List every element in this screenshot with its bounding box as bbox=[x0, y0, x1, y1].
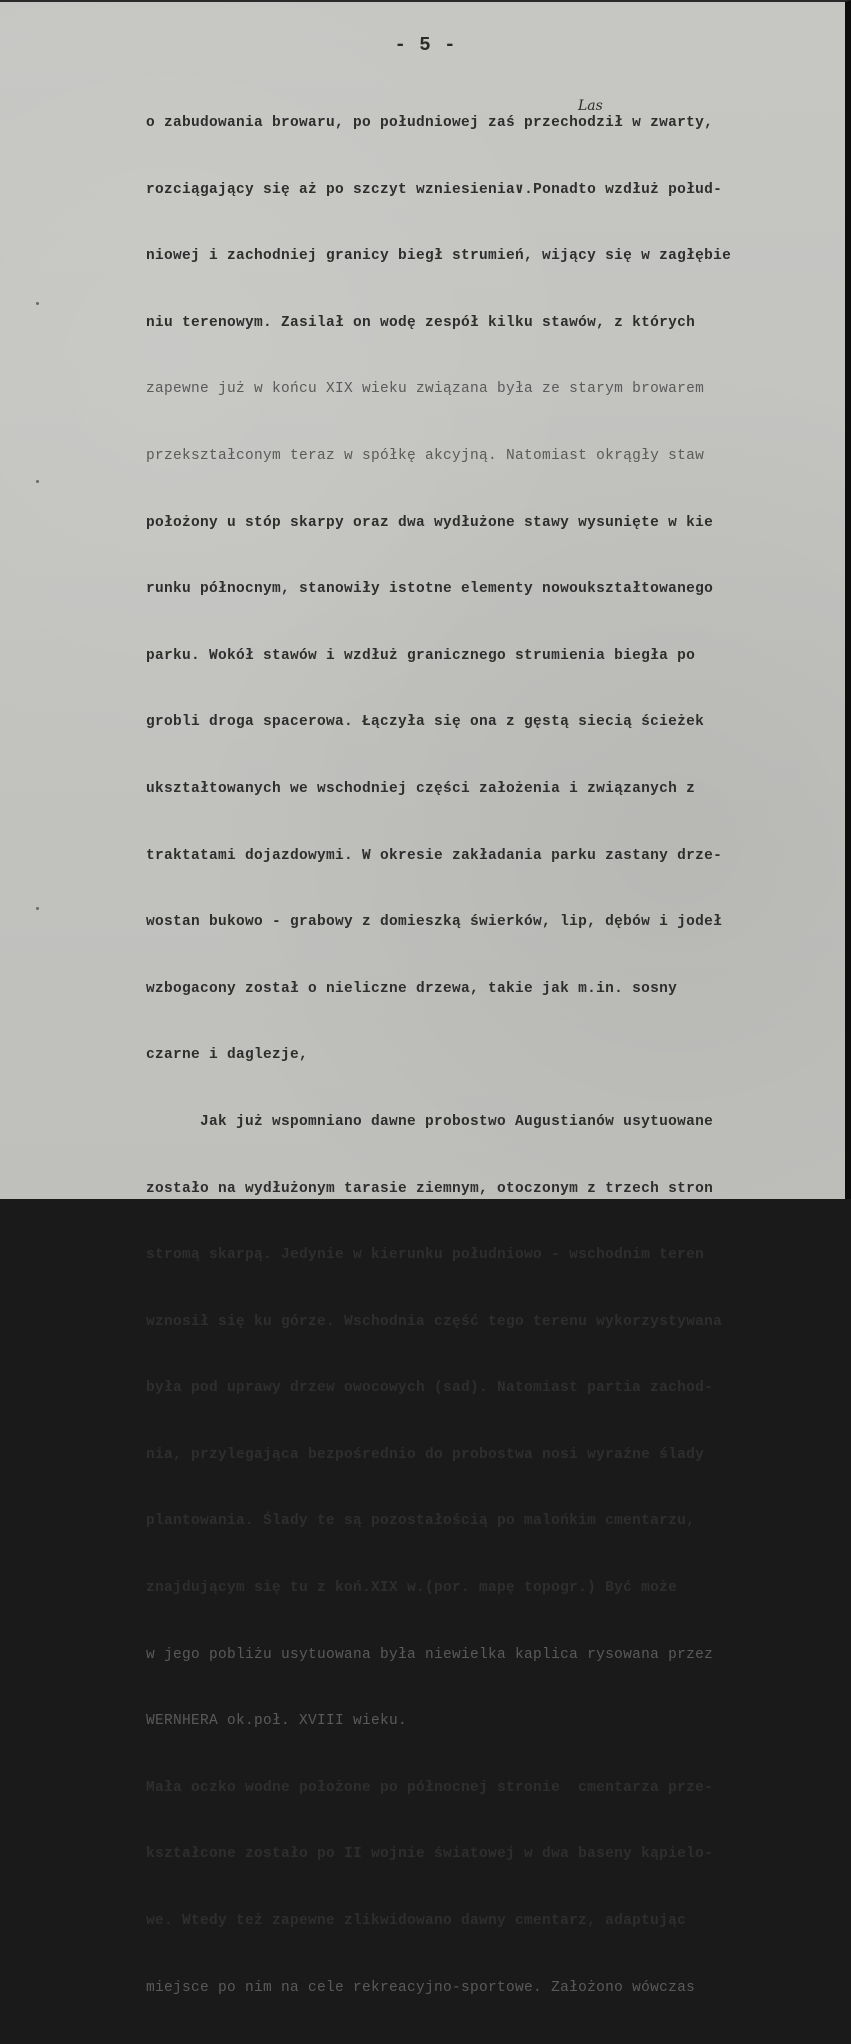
text-line: była pod uprawy drzew owocowych (sad). Natomiast partia zachod- bbox=[146, 1380, 714, 1397]
text-line: ukształtowanych we wschodniej części założenia i związanych z bbox=[146, 780, 696, 797]
punch-hole-mark bbox=[36, 480, 39, 483]
text-line: Jak już wspomniano dawne probostwo Augustianów usytuowane bbox=[146, 1113, 714, 1130]
text-line: wznosił się ku górze. Wschodnia część tego terenu wykorzystywana bbox=[146, 1313, 723, 1330]
text-line: runku północnym, stanowiły istotne elementy nowoukształtowanego bbox=[146, 581, 714, 598]
text-line: położony u stóp skarpy oraz dwa wydłużone stawy wysunięte w kie bbox=[146, 514, 714, 531]
text-line: zapewne już w końcu XIX wieku związana była ze starym browarem bbox=[146, 381, 705, 398]
text-line: niowej i zachodniej granicy biegł strumień, wijący się w zagłębie bbox=[146, 248, 732, 265]
text-line: czarne i daglezje, bbox=[146, 1047, 309, 1064]
text-line: w jego pobliżu usytuowana była niewielka kaplica rysowana przez bbox=[146, 1646, 714, 1663]
text-line: niu terenowym. Zasilał on wodę zespół kilku stawów, z których bbox=[146, 314, 696, 331]
text-line: grobli droga spacerowa. Łączyła się ona z gęstą siecią ścieżek bbox=[146, 714, 705, 731]
text-line: miejsce po nim na cele rekreacyjno-sportowe. Założono wówczas bbox=[146, 1979, 696, 1996]
text-line: stromą skarpą. Jedynie w kierunku południowo - wschodnim teren bbox=[146, 1247, 705, 1264]
text-line: Mała oczko wodne położone po północnej stronie cmentarza prze- bbox=[146, 1779, 714, 1796]
text-line: nia, przylegająca bezpośrednio do probostwa nosi wyraźne ślady bbox=[146, 1446, 705, 1463]
page-number: - 5 - bbox=[394, 34, 457, 56]
text-line: wostan bukowo - grabowy z domieszką świerków, lip, dębów i jodeł bbox=[146, 914, 723, 931]
typewritten-body bbox=[146, 81, 826, 2044]
text-line: rozciągający się aż po szczyt wzniesienia∨.Ponadto wzdłuż połud- bbox=[146, 181, 723, 198]
text-line: plantowania. Ślady te są pozostałością po malońkim cmentarzu, bbox=[146, 1513, 696, 1530]
text-line: przekształconym teraz w spółkę akcyjną. Natomiast okrągły staw bbox=[146, 447, 705, 464]
text-line: traktatami dojazdowymi. W okresie zakładania parku zastany drze- bbox=[146, 847, 723, 864]
punch-hole-mark bbox=[36, 302, 39, 305]
text-line: kształcone zostało po II wojnie światowej w dwa baseny kąpielo- bbox=[146, 1846, 714, 1863]
text-line: zostało na wydłużonym tarasie ziemnym, otoczonym z trzech stron bbox=[146, 1180, 714, 1197]
text-line: WERNHERA ok.poł. XVIII wieku. bbox=[146, 1713, 408, 1730]
text-line: parku. Wokół stawów i wzdłuż granicznego strumienia biegła po bbox=[146, 647, 696, 664]
punch-hole-mark bbox=[36, 907, 39, 910]
text-line: we. Wtedy też zapewne zlikwidowano dawny cmentarz, adaptując bbox=[146, 1913, 687, 1930]
handwritten-annotation: Las bbox=[578, 98, 603, 114]
text-line: wzbogacony został o nieliczne drzewa, takie jak m.in. sosny bbox=[146, 980, 678, 997]
text-line: o zabudowania browaru, po południowej zaś przechodził w zwarty, bbox=[146, 115, 714, 131]
text-line: znajdującym się tu z koń.XIX w.(por. mapę topogr.) Być może bbox=[146, 1580, 678, 1597]
